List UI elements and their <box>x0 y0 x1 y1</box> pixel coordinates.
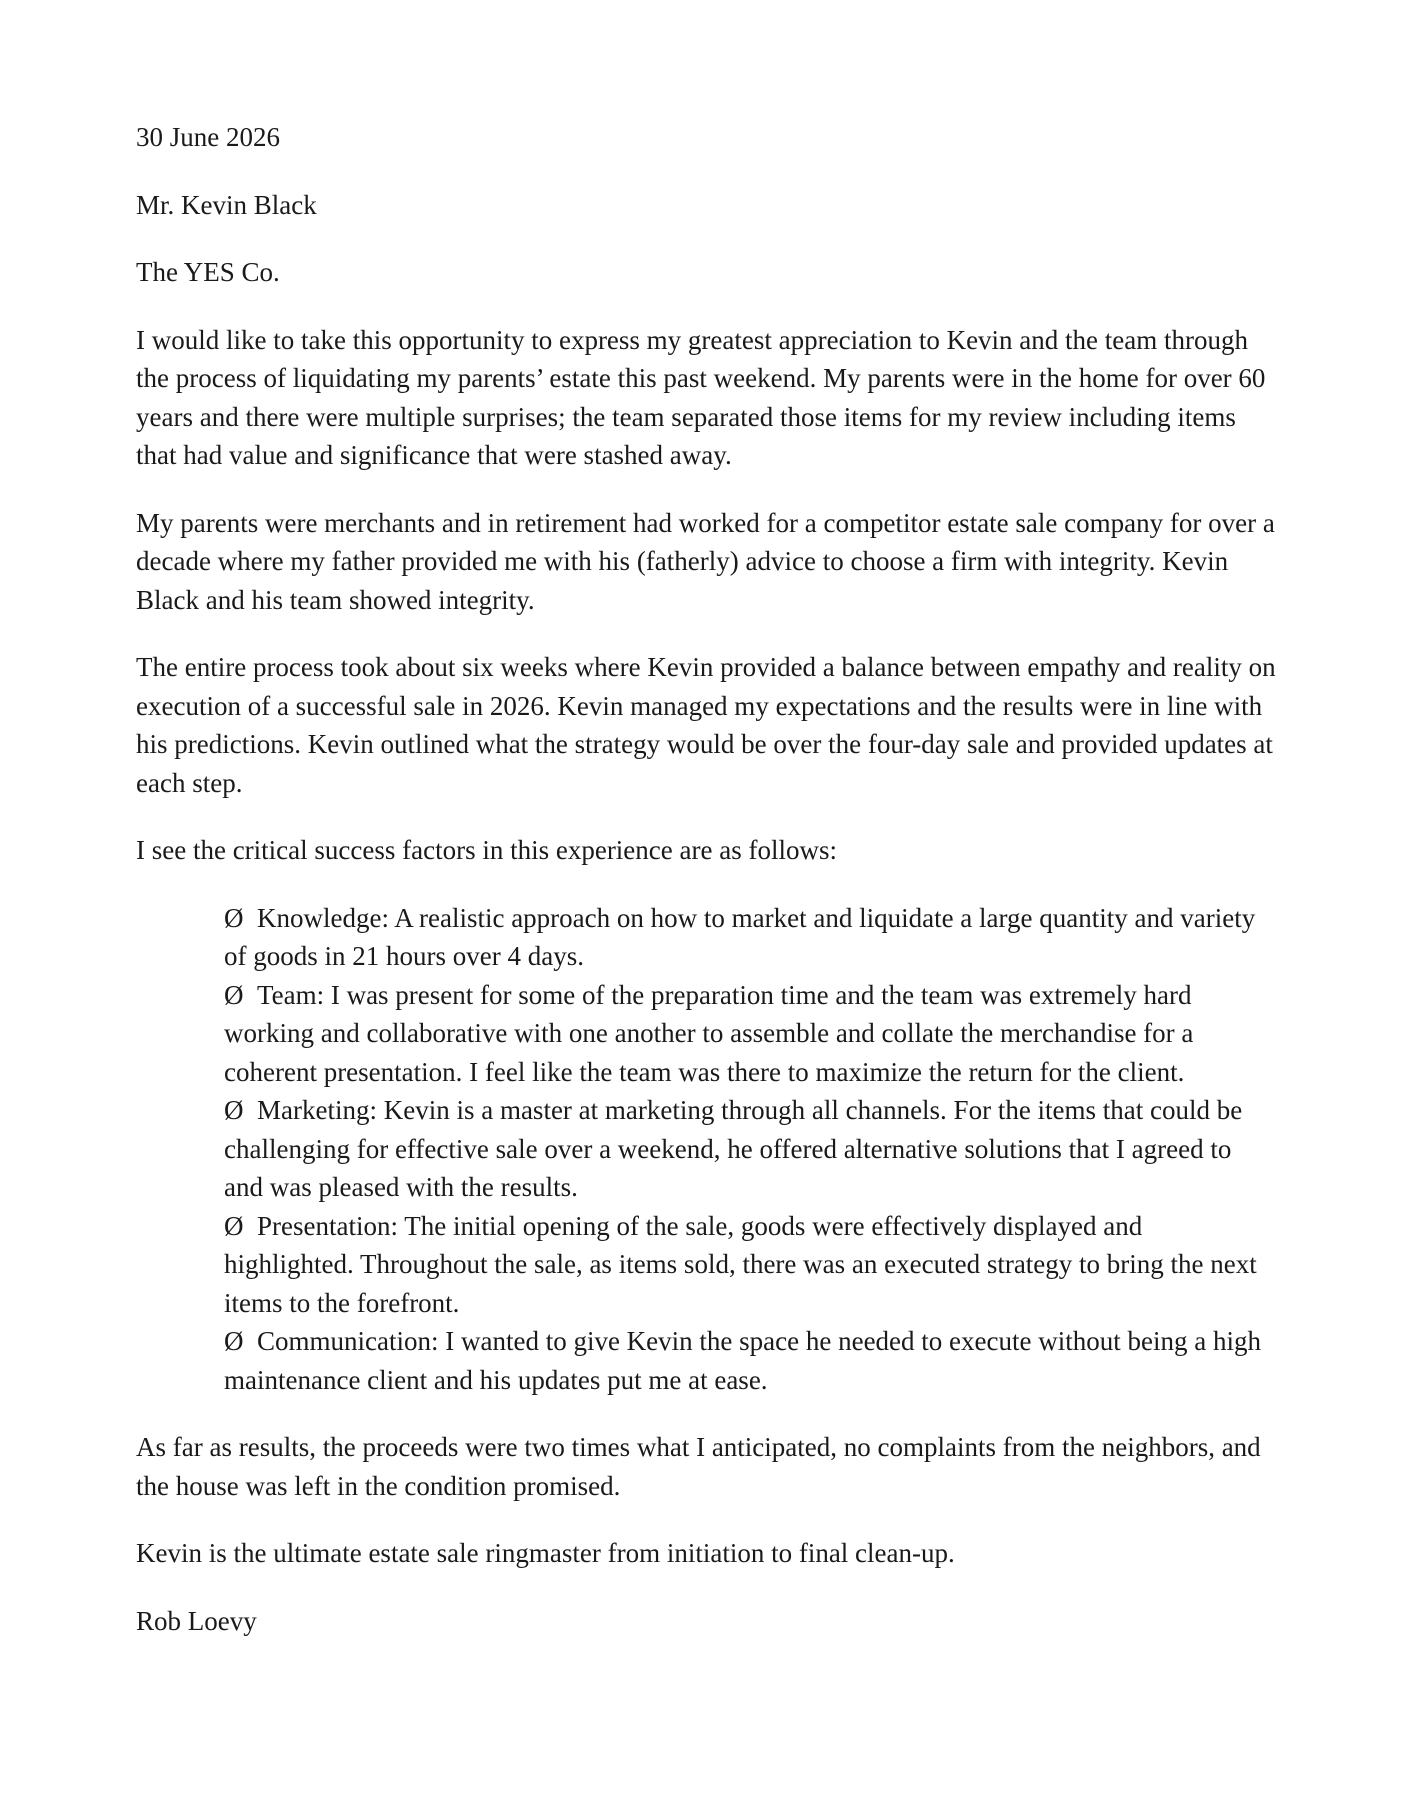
closing-paragraph-ringmaster: Kevin is the ultimate estate sale ringmaster from initiation to final clean-up. <box>136 1538 955 1568</box>
bullet-marker: Ø <box>224 979 244 1010</box>
body-paragraph-factors-intro: I see the critical success factors in this experience are as follows: <box>136 835 837 865</box>
bullet-marker: Ø <box>224 1326 244 1356</box>
closing-paragraph-results: As far as results, the proceeds were two times what I anticipated, no complaints from the neighbors, and the house was left in the condition promised. <box>136 1432 1261 1501</box>
bullet-marker: Ø <box>224 1095 244 1125</box>
list-item <box>224 1322 1276 1399</box>
bullet-text-communication: Communication: I wanted to give Kevin the space he needed to execute without being a high maintenance client and his updates put me at ease. <box>224 1326 1261 1395</box>
bullet-marker: Ø <box>224 902 244 933</box>
bullet-text-team: Team: I was present for some of the preparation time and the team was extremely hard working and collaborative with one another to assemble and collate the merchandise for a coherent presentation. I feel like the team was there to maximize the return for the client. <box>224 979 1194 1087</box>
recipient-name: Mr. Kevin Black <box>136 189 317 220</box>
letter-document <box>136 118 1276 1669</box>
letter-date: 30 June 2026 <box>136 122 280 152</box>
body-paragraph-process: The entire process took about six weeks where Kevin provided a balance between empathy and reality on execution of a successful sale in 2026. Kevin managed my expectations and the results were in line with his predictions. Kevin outlined what the strategy would be over the four-day sale and provided updates at each step. <box>136 652 1276 798</box>
body-paragraph-integrity: My parents were merchants and in retirement had worked for a competitor estate sale company for over a decade where my father provided me with his (fatherly) advice to choose a firm with integrity. Kevin Black and his team showed integrity. <box>136 507 1275 615</box>
list-item <box>224 899 1276 976</box>
bullet-text-presentation: Presentation: The initial opening of the sale, goods were effectively displayed and highlighted. Throughout the sale, as items sold, there was an executed strategy to bring the next items to the forefront. <box>224 1210 1257 1318</box>
signature: Rob Loevy <box>136 1605 257 1636</box>
success-factors-list <box>136 899 1276 1400</box>
bullet-text-marketing: Marketing: Kevin is a master at marketing through all channels. For the items that could be challenging for effective sale over a weekend, he offered alternative solutions that I agreed to and was pleased with the results. <box>224 1095 1243 1202</box>
bullet-marker: Ø <box>224 1210 244 1241</box>
recipient-company: The YES Co. <box>136 257 280 287</box>
bullet-text-knowledge: Knowledge: A realistic approach on how to market and liquidate a large quantity and variety of goods in 21 hours over 4 days. <box>224 902 1256 971</box>
list-item <box>224 1091 1276 1207</box>
list-item <box>224 976 1276 1092</box>
body-paragraph-appreciation: I would like to take this opportunity to express my greatest appreciation to Kevin and the team through the process of liquidating my parents’ estate this past weekend. My parents were in the home for over 60 years and there were multiple surprises; the team separated those items for my review including items that had value and significance that were stashed away. <box>136 324 1266 470</box>
list-item <box>224 1207 1276 1323</box>
